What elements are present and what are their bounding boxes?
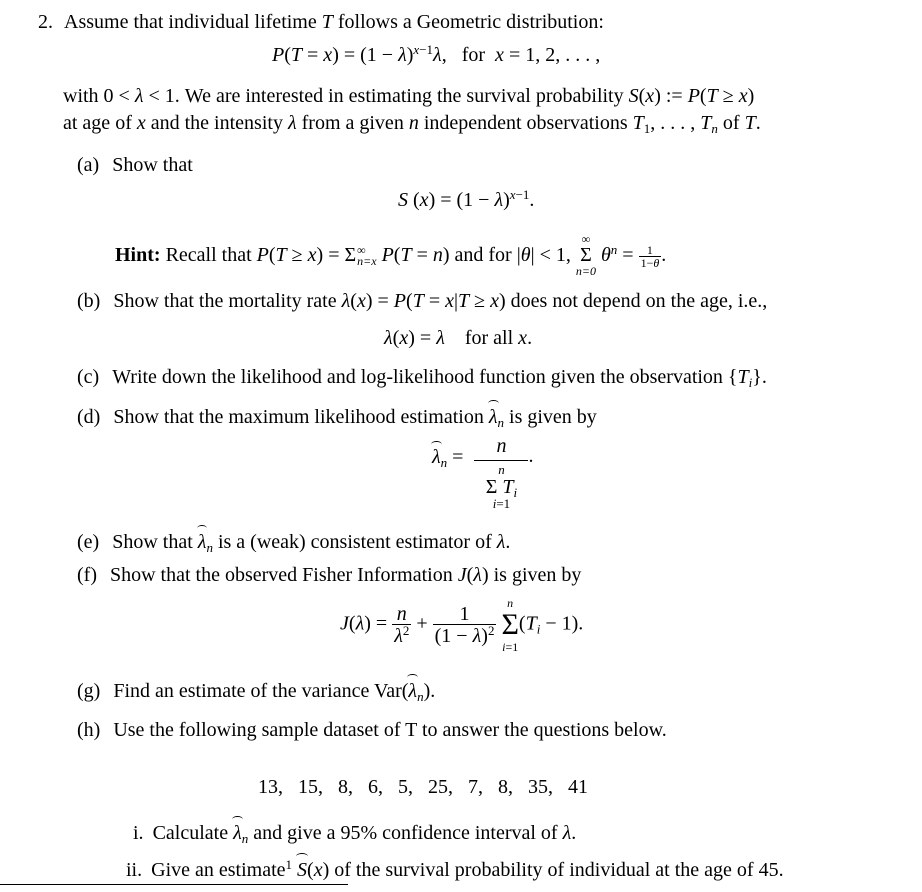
data-value: 8 — [338, 776, 348, 798]
data-value: 7 — [468, 776, 478, 798]
problem-intro-line: 2. Assume that individual lifetime T follows a Geometric distribution: — [38, 11, 604, 33]
part-a-formula: S $(x) = (1 - \lambda)^{x-1}$. — [398, 187, 535, 211]
part-h — [77, 718, 667, 742]
data-value: 15 — [298, 776, 318, 798]
part-a-text: Show that — [112, 154, 193, 176]
subpart-i: i. Calculate $\lambda_n$ and give a 95% confidence interval of λ. — [133, 822, 577, 846]
problem-number: 2. — [38, 11, 53, 33]
part-g: (g) Find an estimate of the variance $Var(\lambda_n)$. — [77, 680, 436, 704]
part-d-formula: $\lambda_n$ = n n Σ $T_i$ i=1 . — [432, 432, 533, 511]
part-d-label: (d) — [77, 406, 101, 428]
part-c-label: (c) — [77, 366, 100, 388]
part-b-formula: λ(x) = λ for all x. — [384, 327, 533, 349]
part-e: (e) Show that $\lambda_n$ is a (weak) consistent estimator of λ. — [77, 531, 511, 555]
problem-condition-line-2: at age of x and the intensity λ from a given n independent observations $T_1$, . . . , $T_n$ of T. — [63, 112, 761, 136]
part-e-label: (e) — [77, 531, 100, 553]
part-h-label: (h) — [77, 719, 101, 741]
subpart-ii: ii. Give an estimate$^1$ S(x) of the survival probability of individual at the age of 45. — [126, 857, 784, 881]
data-value: 41 — [568, 776, 588, 798]
data-value: 8 — [498, 776, 508, 798]
part-a — [77, 153, 193, 177]
part-a-label: (a) — [77, 154, 100, 176]
part-b: (b) Show that the mortality rate λ(x) = P(T = x|T ≥ x) does not depend on the age, i.e., — [77, 290, 768, 312]
pmf-formula: $P(T = x) = (1 - \lambda)^{x-1}\lambda$, for x = 1, 2, . . . , — [272, 42, 601, 66]
part-b-label: (b) — [77, 290, 101, 312]
part-c: (c) Write down the likelihood and log-likelihood function given the observation $\{T_i\}$. — [77, 366, 767, 390]
data-value: 25 — [428, 776, 448, 798]
part-f-label: (f) — [77, 564, 97, 586]
part-a-hint: Hint: Recall that P(T ≥ x) = Σ ∞ n=x P(T = n) and for |θ| < 1, ∞ Σ n=0 $\theta^n$ = $\frac{1}{1-\theta}$ . — [115, 232, 667, 278]
hint-label: Hint: — [115, 244, 161, 266]
part-f-formula: J(λ) = $\frac{n}{\lambda^2}$ + $\frac{1}{(1 - \lambda)^2}$ n Σ i=1 $(T_i - 1)$. — [340, 596, 584, 654]
problem-condition-line-1: with 0 < λ < 1. We are interested in estimating the survival probability S(x) := P(T ≥ x) — [63, 85, 755, 107]
subpart-i-label: i. — [133, 822, 144, 844]
part-d: (d) Show that the maximum likelihood estimation $\lambda_n$ is given by — [77, 406, 597, 430]
data-value: 5 — [398, 776, 408, 798]
sample-dataset: 13, 15, 8, 6, 5, 25, 7, 8, 35, 41 — [258, 776, 588, 798]
data-value: 35 — [528, 776, 548, 798]
part-f: (f) Show that the observed Fisher Information J(λ) is given by — [77, 564, 582, 586]
part-g-label: (g) — [77, 680, 101, 702]
part-h-text: Use the following sample dataset of T to answer the questions below. — [113, 719, 667, 741]
subpart-ii-label: ii. — [126, 859, 143, 881]
data-value: 13 — [258, 776, 278, 798]
data-value: 6 — [368, 776, 378, 798]
footnote-rule — [0, 884, 348, 885]
